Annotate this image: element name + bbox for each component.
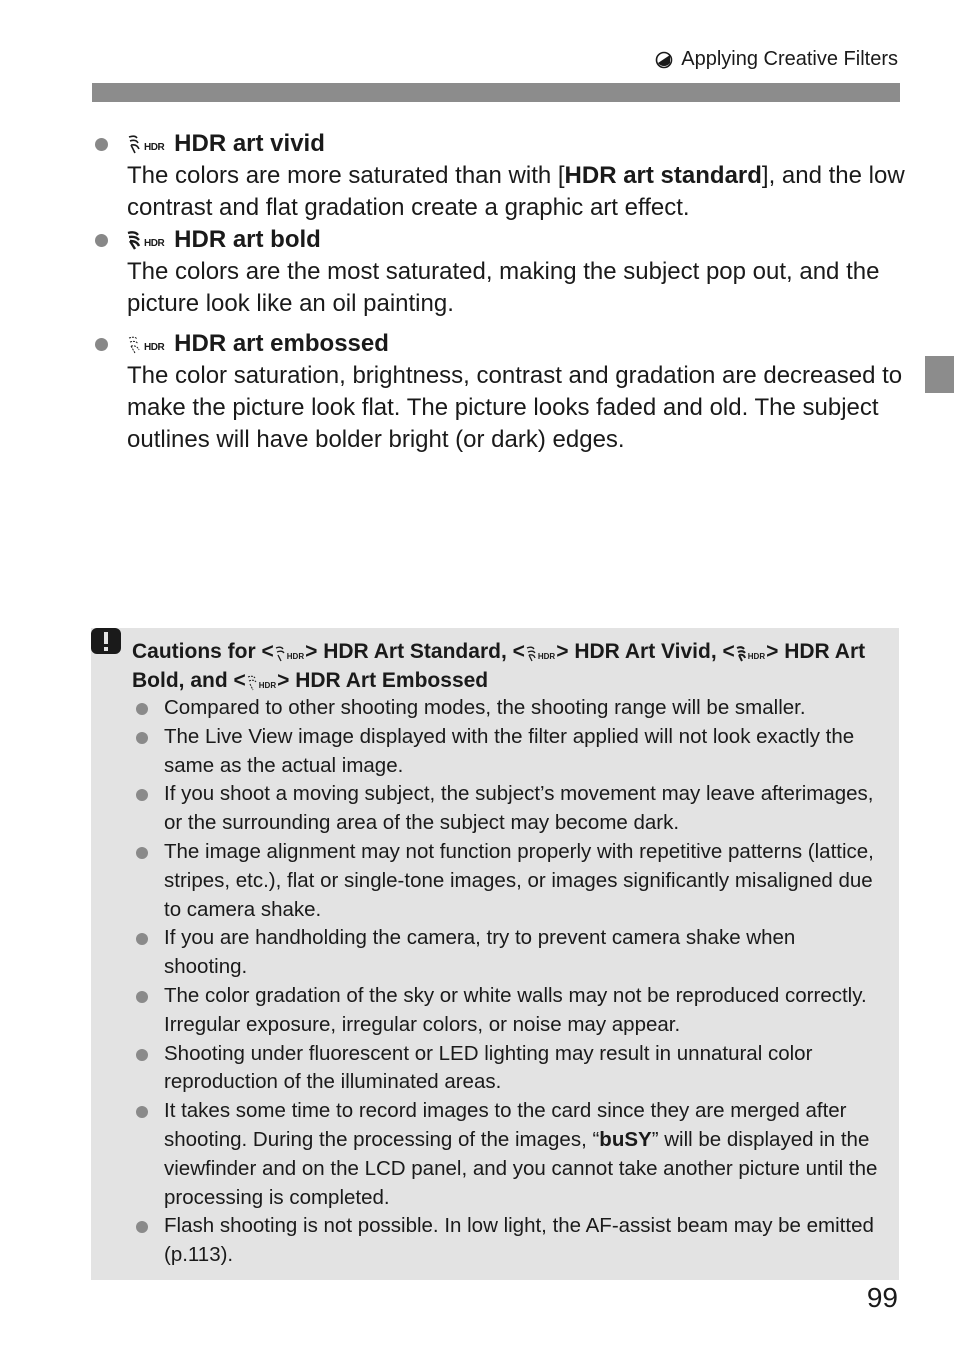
- filter-description: The colors are more saturated than with [HDR art standard], and the low contrast and flat gradation create a graphic art effect.: [127, 162, 905, 221]
- header-rule: [92, 83, 900, 102]
- hdr-art-vivid-icon: HDR: [526, 646, 555, 662]
- filter-title: [127, 224, 907, 256]
- caution-title: Cautions for < HDR > HDR Art Standard, < HDR > HDR Art Vivid, < HDR > HDR Art Bold, and < HDR > HDR Art Embossed: [132, 640, 866, 692]
- caution-box: [91, 628, 899, 1280]
- caution-item: The image alignment may not function properly with repetitive patterns (lattice, stripes, etc.), flat or single-tone images, or images significantly misaligned due to camera shake.: [135, 838, 880, 924]
- caution-item: Flash shooting is not possible. In low light, the AF-assist beam may be emitted (p.113).: [135, 1212, 880, 1270]
- caution-item: Compared to other shooting modes, the shooting range will be smaller.: [135, 694, 880, 723]
- filter-item-hdr-art-bold: [92, 224, 907, 320]
- creative-filter-icon: [655, 51, 673, 69]
- filter-description: The colors are the most saturated, making the subject pop out, and the picture look like an oil painting.: [127, 258, 880, 317]
- bullet: [95, 234, 108, 247]
- filter-name: HDR art bold: [174, 226, 321, 253]
- filter-name: HDR art embossed: [174, 330, 389, 357]
- caution-item: If you shoot a moving subject, the subject’s movement may leave afterimages, or the surrounding area of the subject may become dark.: [135, 780, 880, 838]
- caution-item: The Live View image displayed with the filter applied will not look exactly the same as the actual image.: [135, 723, 880, 781]
- caution-item: If you are handholding the camera, try to prevent camera shake when shooting.: [135, 924, 880, 982]
- page-number: 99: [866, 1282, 898, 1313]
- section-title: Applying Creative Filters: [681, 48, 898, 70]
- filter-description: The color saturation, brightness, contrast and gradation are decreased to make the picture look flat. The picture looks faded and old. The subject outlines will have bolder bright (or dark) edges.: [127, 362, 903, 453]
- hdr-art-embossed-icon: HDR: [247, 675, 276, 691]
- bullet: [95, 138, 108, 151]
- filter-item-hdr-art-embossed: [92, 328, 907, 456]
- hdr-art-standard-icon: HDR: [275, 646, 304, 662]
- filter-list: [92, 128, 907, 456]
- hdr-art-vivid-icon: HDR: [127, 133, 164, 155]
- caution-item: Shooting under fluorescent or LED lighting may result in unnatural color reproduction of the illuminated areas.: [135, 1040, 880, 1098]
- filter-name: HDR art vivid: [174, 130, 325, 157]
- caution-list: [135, 694, 880, 1270]
- caution-icon: [91, 628, 121, 654]
- chapter-tab: [925, 356, 954, 393]
- filter-title: [127, 128, 907, 160]
- caution-item: It takes some time to record images to the card since they are merged after shooting. During the processing of the images, “buSY” will be displayed in the viewfinder and on the LCD panel, and you cannot take another picture until the processing is completed.: [135, 1097, 880, 1212]
- running-header: [655, 48, 898, 71]
- hdr-art-bold-icon: HDR: [127, 229, 164, 251]
- hdr-art-embossed-icon: HDR: [127, 333, 164, 355]
- filter-title: [127, 328, 907, 360]
- bullet: [95, 338, 108, 351]
- caution-item: The color gradation of the sky or white walls may not be reproduced correctly. Irregular exposure, irregular colors, or noise may appear.: [135, 982, 880, 1040]
- filter-item-hdr-art-vivid: [92, 128, 907, 224]
- hdr-art-bold-icon: HDR: [736, 646, 765, 662]
